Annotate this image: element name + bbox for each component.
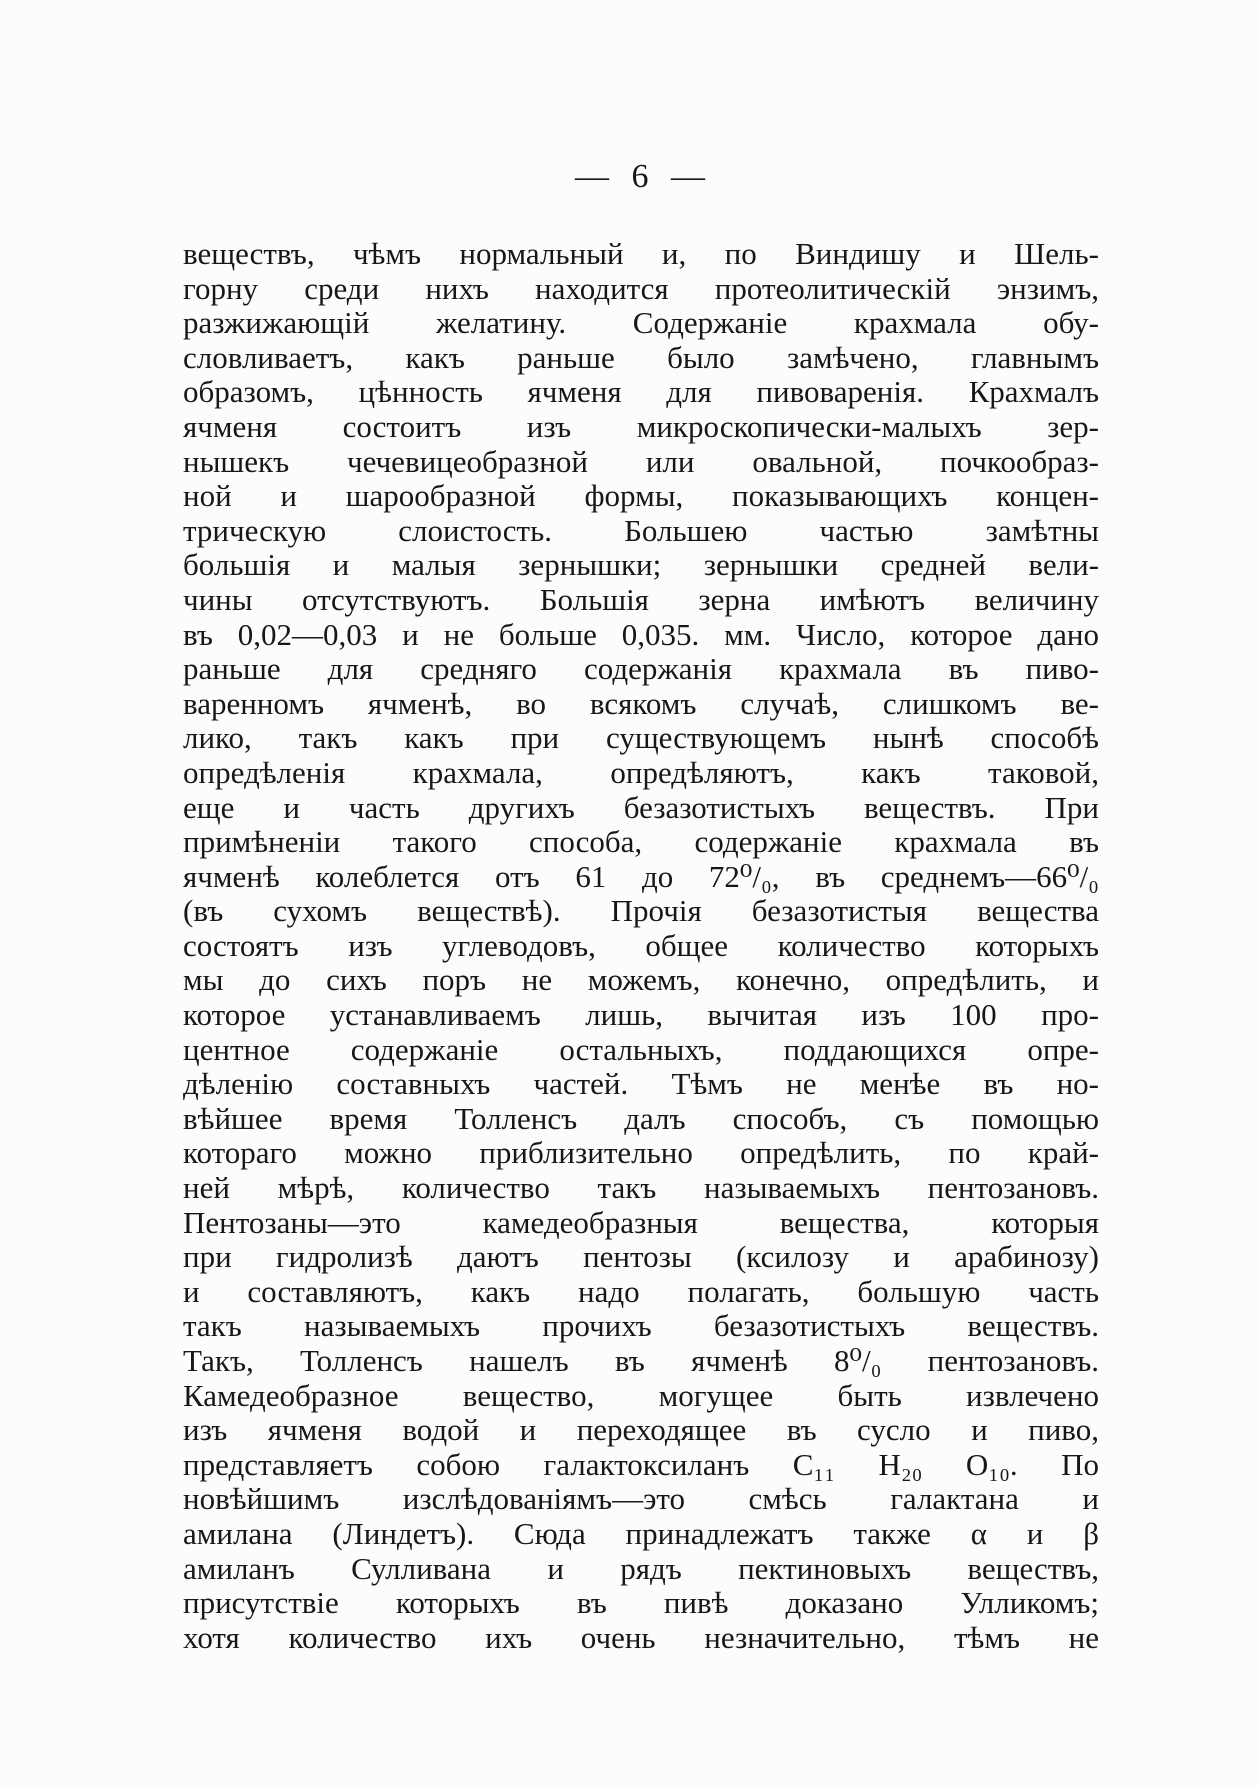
text-line: которое устанавливаемъ лишь, вычитая изъ 100 про- [183, 997, 1099, 1033]
text-line: веществъ, чѣмъ нормальный и, по Виндишу и Шель- [183, 236, 1099, 271]
page-body [183, 237, 1099, 1655]
text-line: и составляютъ, какъ надо полагать, большую часть [183, 1273, 1099, 1309]
text-line: горну среди нихъ находится протеолитическій энзимъ, [183, 270, 1099, 306]
text-line: ной и шарообразной формы, показывающихъ концен- [183, 478, 1099, 514]
text-line: котораго можно приблизительно опредѣлить, по край- [183, 1135, 1099, 1171]
text-line: при гидролизѣ даютъ пентозы (ксилозу и арабинозу) [183, 1239, 1099, 1275]
text-line: состоятъ изъ углеводовъ, общее количество которыхъ [183, 927, 1099, 963]
text-line: (въ сухомъ веществѣ). Прочія безазотистыя вещества [183, 893, 1099, 929]
text-line: Пентозаны—это камедеобразныя вещества, которыя [183, 1204, 1099, 1240]
text-line: центное содержаніе остальныхъ, поддающихся опре- [183, 1031, 1099, 1067]
text-line: амиланъ Сулливана и рядъ пектиновыхъ веществъ, [183, 1550, 1099, 1586]
text-line: въ 0,02—0,03 и не больше 0,035. мм. Число, которое дано [183, 616, 1099, 652]
text-line: трическую слоистость. Большею частью замѣтны [183, 512, 1099, 548]
text-line: вѣйшее время Толленсъ далъ способъ, съ помощью [183, 1100, 1099, 1136]
text-line: ней мѣрѣ, количество такъ называемыхъ пентозановъ. [183, 1170, 1099, 1206]
text-line: большія и малыя зернышки; зернышки средней вели- [183, 547, 1099, 583]
text-line: еще и часть другихъ безазотистыхъ веществъ. При [183, 789, 1099, 825]
text-line: изъ ячменя водой и переходящее въ сусло и пиво, [183, 1412, 1099, 1448]
text-line: амилана (Линдетъ). Сюда принадлежатъ также α и β [183, 1515, 1099, 1551]
text-line: ячменѣ колеблется отъ 61 до 72⁰/₀, въ среднемъ—66⁰/₀ [183, 858, 1099, 894]
text-line: раньше для средняго содержанія крахмала въ пиво- [183, 651, 1099, 687]
text-line: чины отсутствуютъ. Большія зерна имѣютъ величину [183, 581, 1099, 617]
text-line: опредѣленія крахмала, опредѣляютъ, какъ таковой, [183, 754, 1099, 790]
text-line: лико, такъ какъ при существующемъ нынѣ способѣ [183, 720, 1099, 756]
text-line: Такъ, Толленсъ нашелъ въ ячменѣ 8⁰/₀ пентозановъ. [183, 1343, 1099, 1378]
text-line: разжижающій желатину. Содержаніе крахмала обу- [183, 305, 1099, 341]
text-line: новѣйшимъ изслѣдованіямъ—это смѣсь галактана и [183, 1481, 1099, 1517]
text-line: нышекъ чечевицеобразной или овальной, почкообраз- [183, 443, 1099, 479]
text-line: варенномъ ячменѣ, во всякомъ случаѣ, слишкомъ ве- [183, 685, 1099, 721]
text-line: примѣненіи такого способа, содержаніе крахмала въ [183, 824, 1099, 860]
page-number: — 6 — [575, 158, 707, 195]
text-line: дѣленію составныхъ частей. Тѣмъ не менѣе въ но- [183, 1066, 1099, 1102]
text-line: хотя количество ихъ очень незначительно, тѣмъ не [183, 1619, 1099, 1655]
text-line: ячменя состоитъ изъ микроскопически-малыхъ зер- [183, 408, 1099, 444]
text-line: словливаетъ, какъ раньше было замѣчено, главнымъ [183, 339, 1099, 375]
text-line: Камедеобразное вещество, могущее быть извлечено [183, 1377, 1099, 1413]
text-line: такъ называемыхъ прочихъ безазотистыхъ веществъ. [183, 1308, 1099, 1344]
text-line: мы до сихъ поръ не можемъ, конечно, опредѣлить, и [183, 962, 1099, 998]
text-line: присутствіе которыхъ въ пивѣ доказано Улликомъ; [183, 1585, 1099, 1621]
text-line: представляетъ собою галактоксиланъ C₁₁ H₂₀ O₁₀. По [183, 1446, 1099, 1482]
text-line: образомъ, цѣнность ячменя для пивоваренія. Крахмалъ [183, 374, 1099, 410]
